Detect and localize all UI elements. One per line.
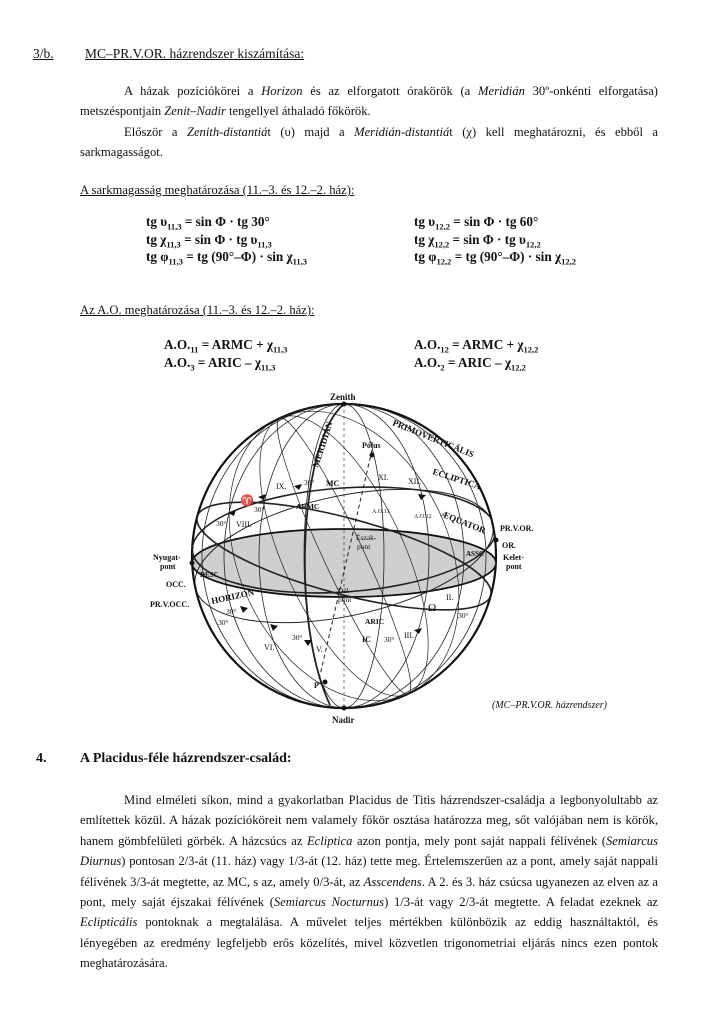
or-label: OR. bbox=[502, 541, 516, 550]
house-9-label: IX. bbox=[276, 482, 287, 491]
east-label-1: Kelet- bbox=[503, 553, 524, 562]
degree-label: 30° bbox=[216, 519, 227, 528]
section-heading bbox=[33, 46, 304, 62]
formula: tg $\upsilon_{12,2} = \sin \Phi$ · tg 60° bbox=[414, 214, 539, 232]
ecliptica-label: ECLIPTICA bbox=[431, 466, 483, 492]
pole-heading: A sarkmagasság meghatározása (11.–3. és 12.–2. ház): bbox=[80, 183, 355, 197]
occ-label: OCC. bbox=[166, 580, 186, 589]
zenith-point bbox=[342, 402, 347, 407]
ao-heading: Az A.O. meghatározása (11.–3. és 12.–2. ház): bbox=[80, 303, 315, 317]
intro-paragraph-1: A házak pozíciókörei a Horizon és az elforgatott órakörök (a Meridián 30º-onkénti elforgatása) metszéspontjain Zenit–Nadir tengellyel áthaladó főkörök. bbox=[80, 84, 658, 118]
figure-caption: (MC–PR.V.OR. házrendszer) bbox=[492, 700, 607, 711]
formula: tg $\varphi_{12,2}$ = tg $(90^\circ-\Phi) \cdot \sin \chi_{12,2}$ bbox=[414, 249, 576, 267]
section-number: 3/b. bbox=[33, 46, 54, 61]
pr-v-occ-label: PR.V.OCC. bbox=[150, 600, 190, 609]
degree-label: 30° bbox=[304, 478, 315, 487]
celestial-sphere-diagram bbox=[0, 388, 720, 723]
meridian-label: MERIDIÁN bbox=[310, 420, 335, 469]
degree-label: 30° bbox=[218, 618, 229, 627]
formula: $A.O._{12}$ = ARMC + $\chi_{12,2}$ bbox=[414, 337, 539, 355]
pole-formulas-right bbox=[414, 214, 576, 267]
pole-formulas-left bbox=[146, 214, 307, 267]
section4-number: 4. bbox=[36, 751, 47, 766]
pole-point bbox=[370, 453, 375, 458]
formula: tg $\chi_{11,3} = \sin \Phi$ · tg $\upsilon_{11,3}$ bbox=[146, 231, 272, 250]
west-point bbox=[190, 561, 195, 566]
house-8-label: VIII. bbox=[236, 520, 252, 529]
formula: tg $\upsilon_{11,3} = \sin \Phi$ · tg 30° bbox=[146, 214, 270, 232]
pole-prime-point bbox=[323, 680, 328, 685]
aequator-label: ÆQUATOR bbox=[439, 508, 488, 536]
south-label-2: pont bbox=[338, 595, 352, 604]
aries-icon: ♈ bbox=[240, 495, 254, 507]
house-3-label: III. bbox=[404, 631, 414, 640]
house-2-label: II. bbox=[446, 593, 454, 602]
libra-icon: Ω bbox=[428, 602, 437, 614]
armc-label: ARMC bbox=[296, 502, 320, 511]
zenith-label: Zenith bbox=[330, 392, 356, 402]
west-label-1: Nyugat- bbox=[153, 553, 181, 562]
pr-v-or-label: PR.V.OR. bbox=[500, 524, 534, 533]
formula: tg $\varphi_{11,3}$ = tg $(90^\circ-\Phi) \cdot \sin \chi_{11,3}$ bbox=[146, 249, 308, 267]
ao-formulas-left bbox=[164, 337, 287, 372]
degree-label: 30° bbox=[226, 607, 237, 616]
section-title: MC–PR.V.OR. házrendszer kiszámítása: bbox=[85, 46, 305, 61]
ao11-label: A.O.11 bbox=[372, 509, 390, 515]
section4-paragraph: Mind elméleti síkon, mind a gyakorlatban Placidus de Titis házrendszer-családja a legbonyolultabb az említettek közül. A házak pozícióköreit nem valamely főkör osztása határozza meg, sőt valójában nem is körök, hanem gömbfelületi görbék. A házcsúcs az Ecliptica azon pontja, mely pont saját nappali félívének (Semiarcus Diurnus) pontosan 2/3-át (11. ház) vagy 1/3-át (12. ház) tette meg. Értelemszerűen az a pont, amely saját nappali félívének 3/3-át megtette, az MC, s az, amely 0/3-át, az Asscendens. A 2. és 3. ház csúcsa ugyanezen az elven az a pont, mely saját éjszakai félívének (Semiarcus Nocturnus) 1/3-át vagy 2/3-át megtette. A feladat ezeknek az Eclipticális pontoknak a megtalálása. A művelet teljes mértékben különbözik az eddig használtaktól, és lényegében az eredmény legfeljebb erős közelítés, mivel közvetlen trigonometriai eljárás nincs ezen pontok meghatározására. bbox=[80, 793, 659, 971]
north-label-1: Észak- bbox=[356, 533, 377, 542]
nadir-label: Nadir bbox=[332, 715, 355, 723]
pole-label: Pólus bbox=[362, 441, 381, 450]
desc-label: DESC bbox=[200, 571, 219, 579]
ao12-label: A.O.12 bbox=[414, 514, 432, 520]
degree-label: 30° bbox=[458, 611, 469, 620]
nadir-point bbox=[342, 706, 347, 711]
intro-paragraph-2: Először a Zenith-distantiát (υ) majd a Meridián-distantiát (χ) kell meghatározni, és ebből a sarkmagasságot. bbox=[80, 125, 659, 159]
ic-label: IC bbox=[362, 635, 371, 644]
east-point bbox=[494, 538, 499, 543]
house-5-label: V. bbox=[316, 645, 323, 654]
degree-label: 30° bbox=[384, 635, 395, 644]
primovertical-label: PRIMOVERTICÁLIS bbox=[391, 417, 476, 460]
south-label-1: Dél- bbox=[338, 586, 352, 595]
degree-label: 30° bbox=[254, 505, 265, 514]
ao-formulas-right bbox=[414, 337, 538, 372]
asc-label: ASSC bbox=[466, 550, 484, 558]
p-prime-label: P' bbox=[314, 681, 322, 690]
formula: tg $\chi_{12,2} = \sin \Phi$ · tg $\upsilon_{12,2}$ bbox=[414, 231, 541, 250]
house-12-label: XII. bbox=[408, 477, 422, 486]
formula: $A.O._{11}$ = ARMC + $\chi_{11,3}$ bbox=[164, 337, 288, 355]
house-11-label: XI. bbox=[378, 473, 389, 482]
mc-label: MC bbox=[326, 479, 340, 488]
section4-title: A Placidus-féle házrendszer-család: bbox=[80, 751, 292, 766]
east-label-2: pont bbox=[506, 562, 522, 571]
formula: $A.O._2$ = ARIC – $\chi_{12,2}$ bbox=[414, 354, 526, 373]
formula: $A.O._3$ = ARIC – $\chi_{11,3}$ bbox=[164, 354, 276, 373]
aric-label: ARIC bbox=[365, 617, 385, 626]
west-label-2: pont bbox=[160, 562, 176, 571]
house-6-label: VI. bbox=[264, 643, 275, 652]
degree-label: 30° bbox=[292, 633, 303, 642]
north-label-2: pont bbox=[357, 542, 371, 551]
horizon-label: HORIZON bbox=[210, 587, 255, 606]
